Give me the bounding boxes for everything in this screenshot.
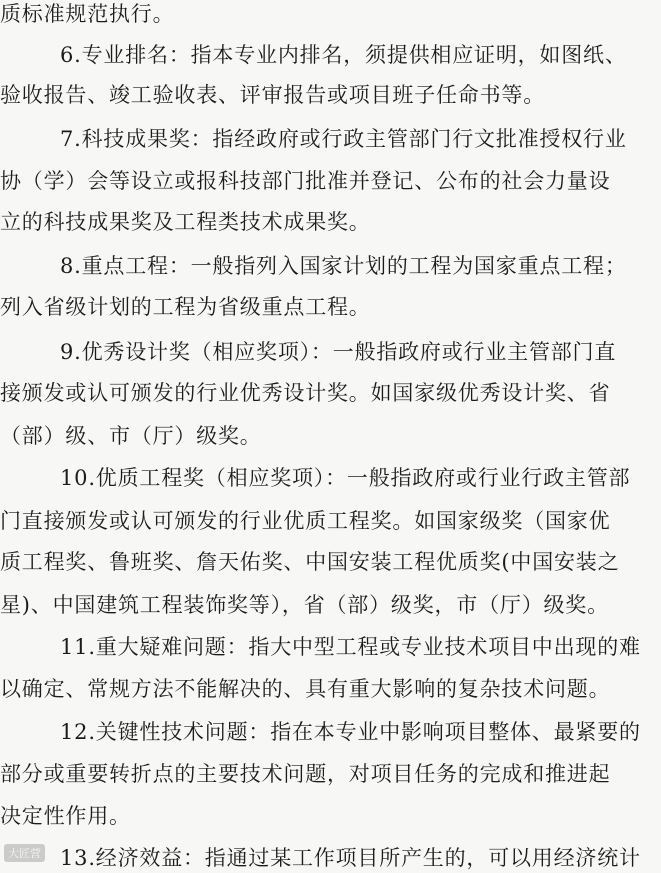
text-line: 12.关键性技术问题：指在本专业中影响项目整体、最紧要的 [60,720,641,744]
text-line: 星)、中国建筑工程装饰奖等），省（部）级奖，市（厅）级奖。 [0,593,609,617]
text-line: 以确定、常规方法不能解决的、具有重大影响的复杂技术问题。 [0,677,611,701]
text-line: 决定性作用。 [0,804,131,828]
text-line: 13.经济效益：指通过某工作项目所产生的，可以用经济统计 [60,846,641,870]
text-line: 10.优质工程奖（相应奖项）：一般指政府或行业行政主管部 [60,466,631,490]
watermark: 大匠营 [4,844,45,862]
text-line: 质标准规范执行。 [0,2,175,26]
text-line: 验收报告、竣工验收表、评审报告或项目班子任命书等。 [0,83,545,107]
text-line: 立的科技成果奖及工程类技术成果奖。 [0,210,371,234]
text-line: 6.专业排名：指本专业内排名，须提供相应证明，如图纸、 [60,43,627,67]
text-line: 接颁发或认可颁发的行业优秀设计奖。如国家级优秀设计奖、省 [0,381,611,405]
text-line: 列入省级计划的工程为省级重点工程。 [0,295,371,319]
text-line: 质工程奖、鲁班奖、詹天佑奖、中国安装工程优质奖(中国安装之 [0,550,620,574]
text-line: 协（学）会等设立或报科技部门批准并登记、公布的社会力量设 [0,169,611,193]
text-line: （部）级、市（厅）级奖。 [0,424,262,448]
text-line: 门直接颁发或认可颁发的行业优质工程奖。如国家级奖（国家优 [0,509,611,533]
text-line: 9.优秀设计奖（相应奖项）：一般指政府或行业主管部门直 [60,340,617,364]
text-line: 部分或重要转折点的主要技术问题，对项目任务的完成和推进起 [0,762,611,786]
text-line: 11.重大疑难问题：指大中型工程或专业技术项目中出现的难 [60,635,641,659]
text-line: 7.科技成果奖：指经政府或行政主管部门行文批准授权行业 [60,127,627,151]
text-line: 8.重点工程：一般指列入国家计划的工程为国家重点工程； [60,254,627,278]
